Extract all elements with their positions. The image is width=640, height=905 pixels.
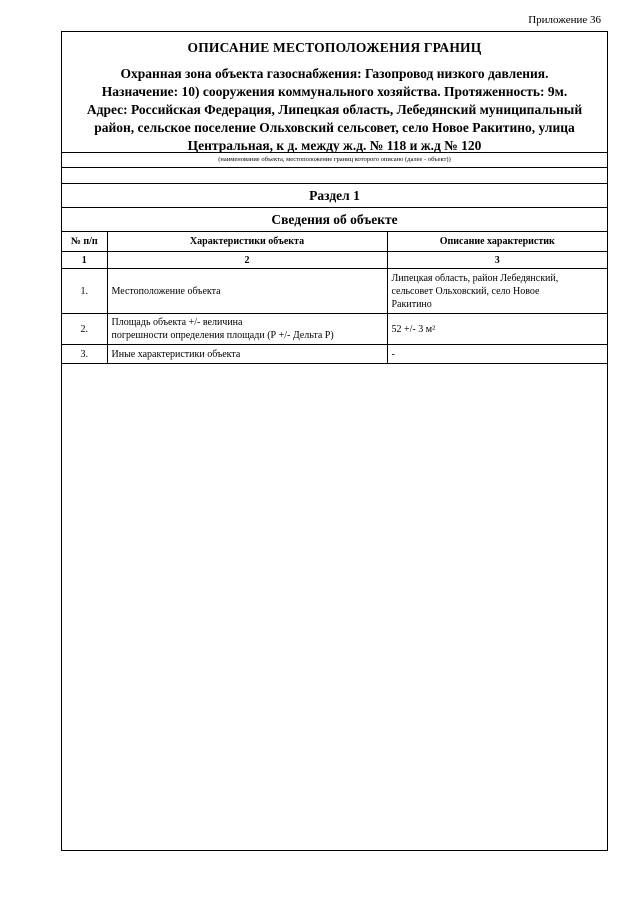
row-characteristic (107, 314, 387, 345)
column-number-row (62, 252, 607, 269)
object-description-line: Адрес: Российская Федерация, Липецкая область, Лебедянский муниципальный (86, 102, 583, 117)
spacer-row (62, 168, 607, 184)
characteristic-line: Площадь объекта +/- величина (111, 317, 243, 328)
object-description-line: Назначение: 10) сооружения коммунального хозяйства. Протяженность: 9м. (101, 84, 568, 99)
section-subtitle: Сведения об объекте (62, 208, 607, 232)
appendix-label: Приложение 36 (528, 14, 601, 26)
description-line: Липецкая область, район Лебедянский, (391, 272, 559, 284)
characteristic-line: Местоположение объекта (111, 285, 221, 297)
row-number: 3. (62, 345, 107, 364)
object-description (62, 65, 607, 155)
row-number: 2. (62, 314, 107, 345)
object-description-line: Охранная зона объекта газоснабжения: Газопровод низкого давления. (120, 66, 549, 81)
column-number: 2 (107, 252, 387, 269)
document-title: ОПИСАНИЕ МЕСТОПОЛОЖЕНИЯ ГРАНИЦ (187, 40, 482, 55)
object-caption: (наименование объекта, местоположение границ которого описано (далее - объект)) (62, 152, 607, 168)
object-description-line: Центральная, к д. между ж.д. № 118 и ж.д № 120 (187, 138, 482, 153)
table-header-row (62, 232, 607, 252)
description-line: - (391, 348, 395, 360)
table-row (62, 314, 607, 345)
row-description (387, 345, 607, 364)
header-block (62, 32, 607, 152)
object-description-line: район, сельское поселение Ольховский сельсовет, село Новое Ракитино, улица (94, 120, 575, 135)
column-number: 1 (62, 252, 107, 269)
description-line: Ракитино (391, 298, 432, 310)
column-header-number: № п/п (62, 232, 107, 252)
column-header-characteristic: Характеристики объекта (107, 232, 387, 252)
table-row (62, 269, 607, 314)
characteristic-line: погрешности определения площади (Р +/- Дельта Р) (111, 330, 334, 341)
table-row (62, 345, 607, 364)
document-frame (61, 31, 608, 851)
description-line: 52 +/- 3 м² (391, 323, 436, 335)
section-title: Раздел 1 (62, 184, 607, 208)
characteristic-line: Иные характеристики объекта (111, 348, 241, 360)
column-number: 3 (387, 252, 607, 269)
row-characteristic (107, 345, 387, 364)
description-line: сельсовет Ольховский, село Новое (391, 285, 540, 297)
row-description (387, 314, 607, 345)
row-number: 1. (62, 269, 107, 314)
row-characteristic (107, 269, 387, 314)
row-description (387, 269, 607, 314)
column-header-description: Описание характеристик (387, 232, 607, 252)
object-info-table (62, 232, 607, 364)
